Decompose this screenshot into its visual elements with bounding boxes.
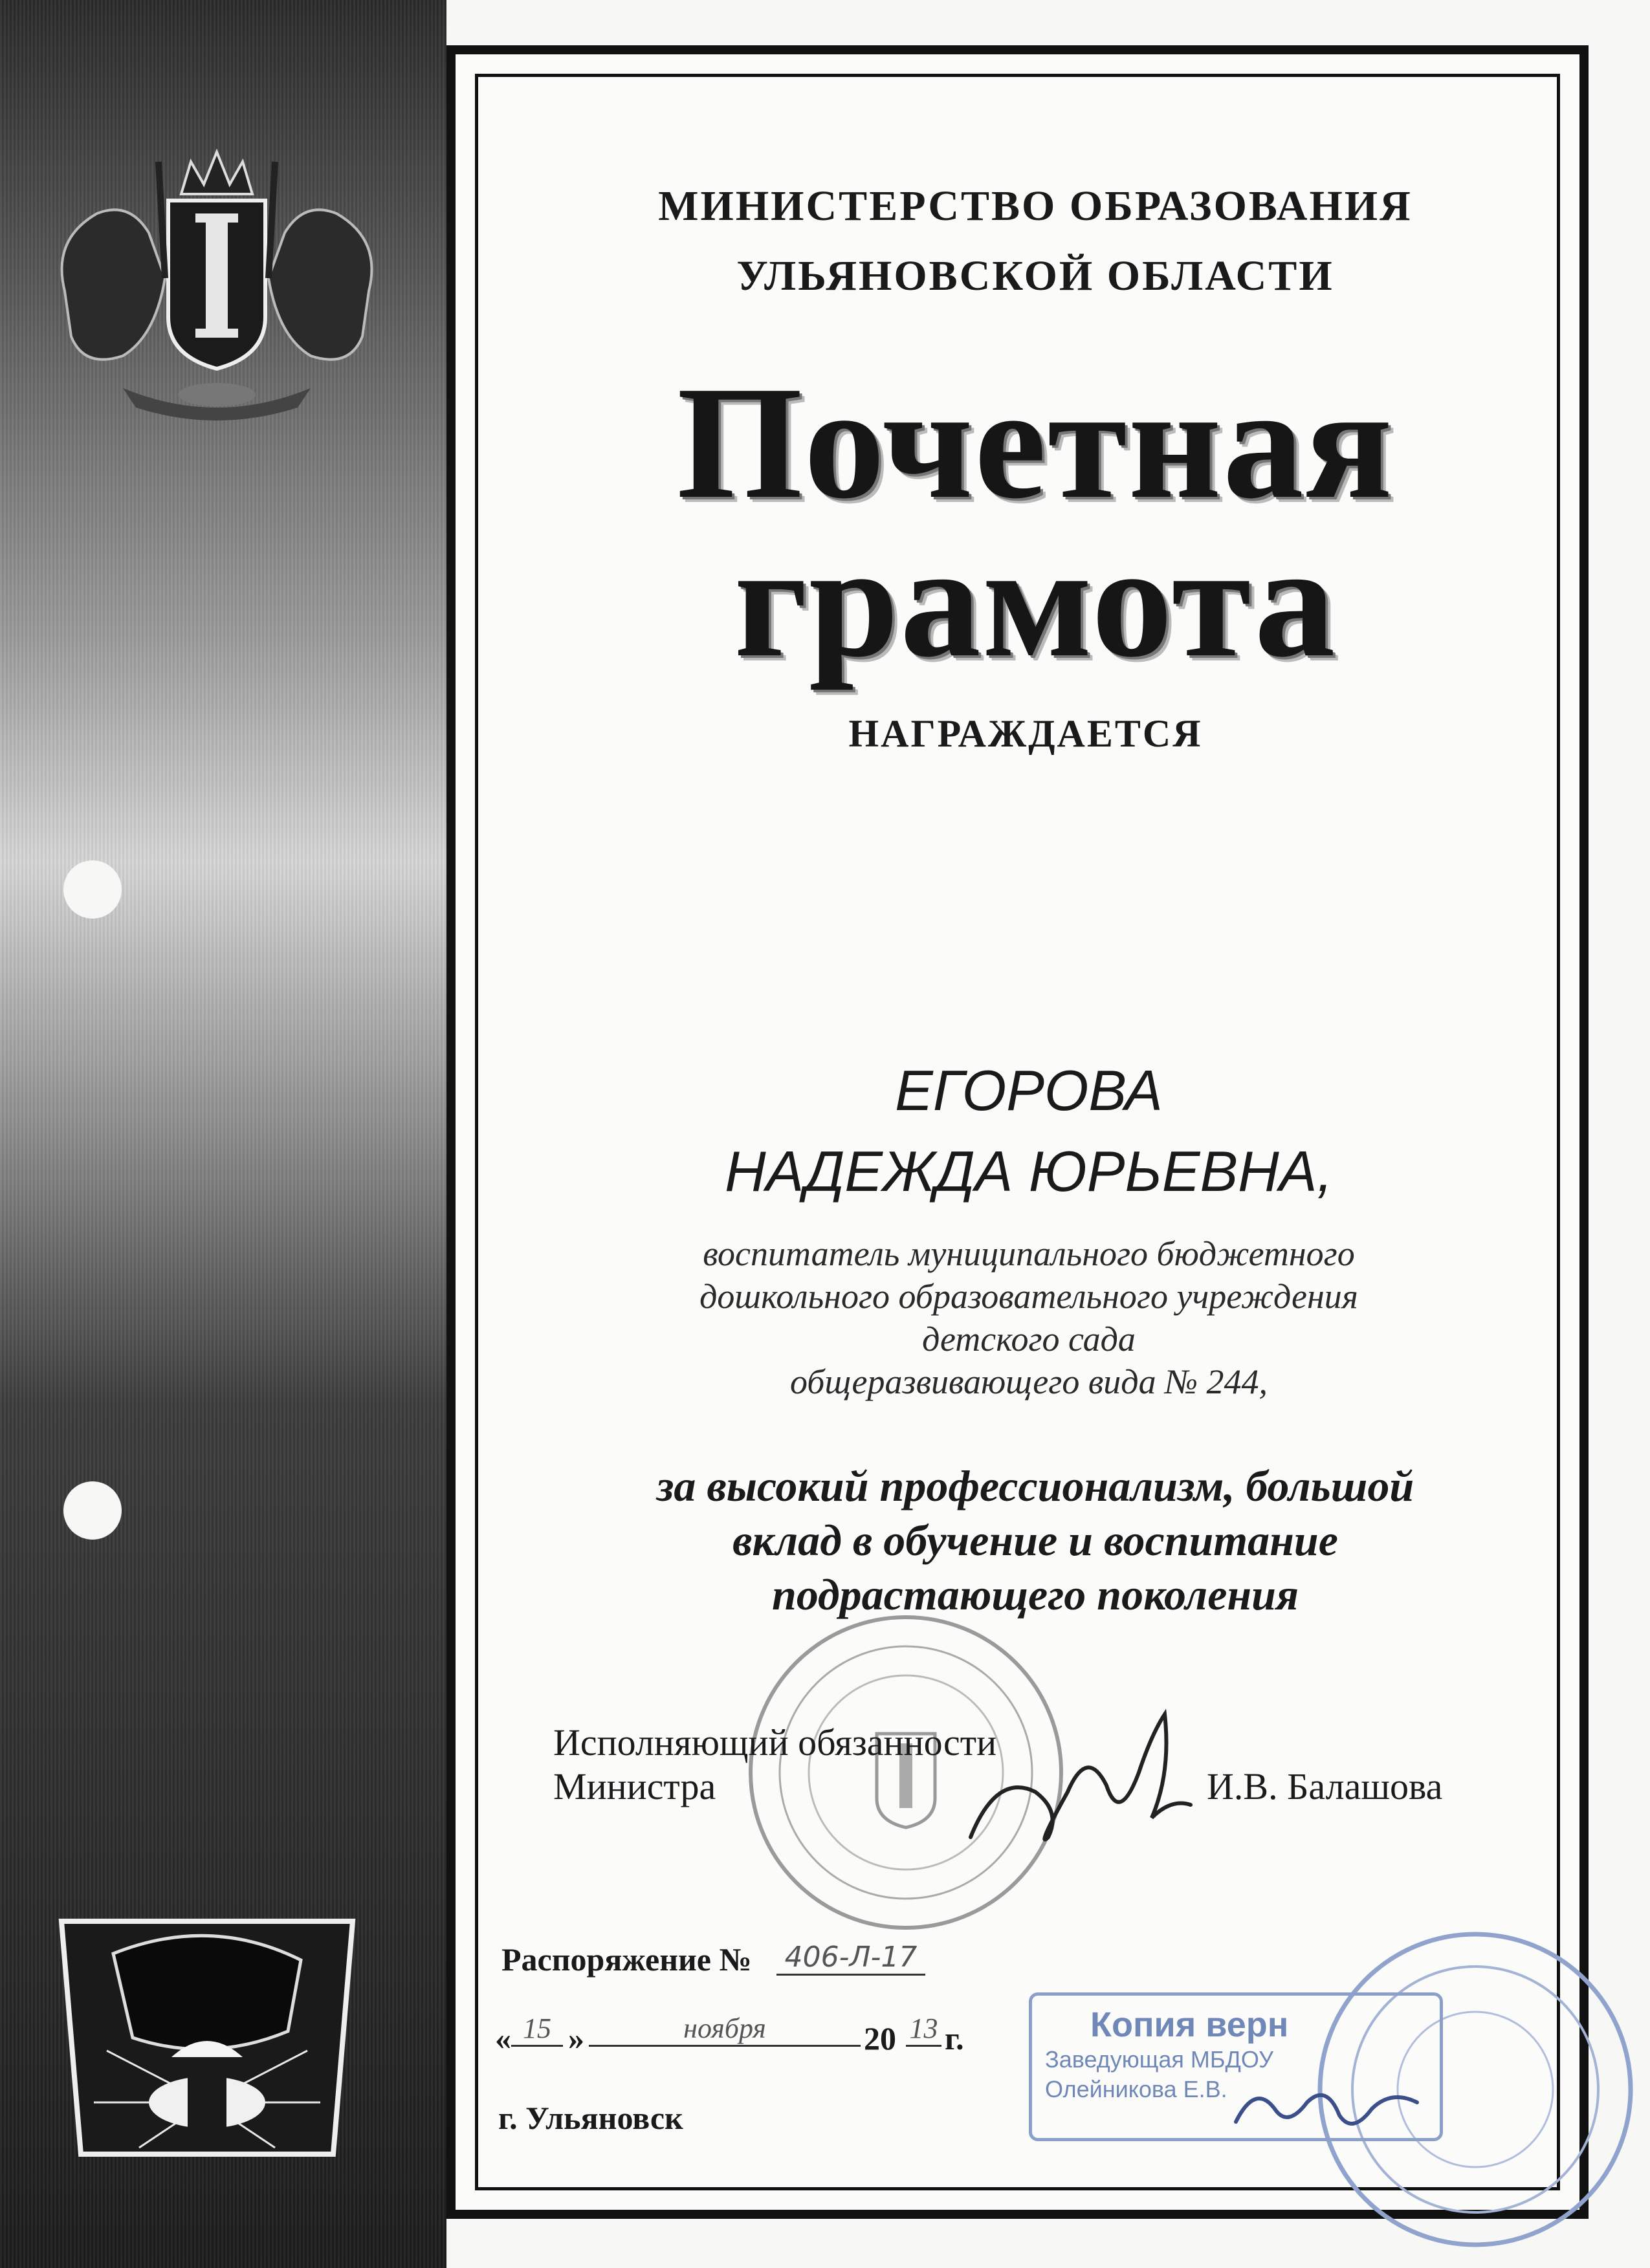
copy-stamp-line-1: Заведующая МБДОУ (1045, 2046, 1273, 2073)
order-day: 15 (511, 2012, 563, 2047)
recipient-surname: ЕГОРОВА (895, 1058, 1163, 1122)
torch-emblem-icon (55, 1908, 359, 2180)
ministry-line-2: УЛЬЯНОВСКОЙ ОБЛАСТИ (736, 252, 1334, 300)
signatory-role-line-1: Исполняющий обязанности (553, 1721, 997, 1763)
coat-of-arms-icon (26, 123, 408, 433)
punch-hole (63, 1481, 122, 1540)
merit-line: за высокий профессионализм, большой (656, 1461, 1414, 1510)
recipient-position (621, 1232, 1436, 1403)
year-unit: г. (945, 2020, 964, 2056)
signatory-role-line-2: Министра (553, 1765, 716, 1807)
merit-text (582, 1459, 1488, 1622)
ministry-heading (602, 171, 1469, 311)
certificate-title-line-1: Почетная (676, 353, 1394, 532)
awarded-label: НАГРАЖДАЕТСЯ (848, 712, 1203, 755)
copy-stamp-title: Копия верн (1090, 2005, 1289, 2044)
city-label: г. Ульяновск (498, 2100, 683, 2136)
merit-line: подрастающего поколения (772, 1570, 1299, 1619)
order-number: 406-Л-17 (776, 1941, 925, 1976)
date-open-quote: « (495, 2020, 511, 2056)
merit-line: вклад в обучение и воспитание (732, 1516, 1338, 1565)
date-close-quote: » (568, 2020, 584, 2056)
certificate-title-line-2: грамота (734, 512, 1337, 691)
order-label: Распоряжение № (501, 1941, 752, 1978)
ministry-line-1: МИНИСТЕРСТВО ОБРАЗОВАНИЯ (658, 182, 1413, 230)
position-line: детского сада (922, 1320, 1136, 1358)
position-line: воспитатель муниципального бюджетного (703, 1234, 1355, 1273)
year-suffix: 13 (906, 2012, 941, 2047)
handwritten-signature-icon (958, 1695, 1204, 1863)
punch-hole (63, 860, 122, 919)
order-month: ноября (589, 2012, 861, 2047)
copy-stamp-line-2: Олейникова Е.В. (1045, 2076, 1227, 2102)
recipient-given-names: НАДЕЖДА ЮРЬЕВНА, (725, 1139, 1333, 1203)
signatory-name: И.В. Балашова (1207, 1765, 1443, 1807)
copy-signature-icon (1229, 2070, 1424, 2148)
year-prefix: 20 (864, 2020, 896, 2056)
position-line: дошкольного образовательного учреждения (699, 1277, 1358, 1316)
position-line: общеразвивающего вида № 244, (790, 1362, 1268, 1401)
